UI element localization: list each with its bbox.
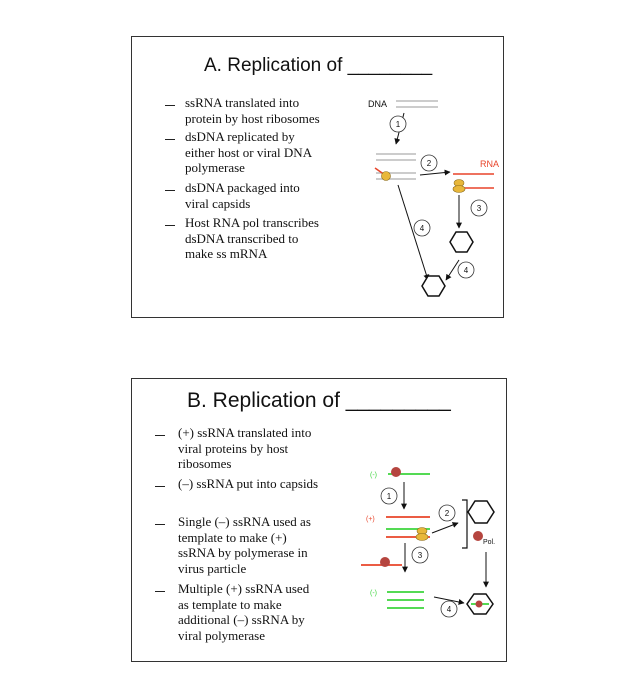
ribosome-icon xyxy=(453,186,465,193)
polymerase-icon xyxy=(473,531,483,541)
step-4-number: 4 xyxy=(419,224,425,233)
step-2-number: 2 xyxy=(426,159,432,168)
item-text: Single (–) ssRNA used as template to make (+) ssRNA by polymerase in virus particle xyxy=(178,514,311,576)
step-1-number: 1 xyxy=(386,492,392,501)
plus-strand-label: (+) xyxy=(366,516,375,523)
capsid-icon xyxy=(422,276,445,296)
polymerase-icon xyxy=(382,172,391,181)
step-3-number: 3 xyxy=(417,551,423,560)
panel-b-title: B. Replication of _________ xyxy=(187,389,451,412)
arrow xyxy=(432,523,458,533)
item-text: (–) ssRNA put into capsids xyxy=(178,476,319,491)
step-1-number: 1 xyxy=(395,120,401,129)
dna-label: DNA xyxy=(368,99,388,109)
capsid-icon xyxy=(468,501,494,523)
pol-label: Pol. xyxy=(483,539,496,546)
bracket xyxy=(462,500,467,548)
panel-a xyxy=(131,36,504,318)
step-3-number: 3 xyxy=(476,204,482,213)
item-text: dsDNA packaged into viral capsids xyxy=(185,180,300,211)
panel-a-diagram xyxy=(132,37,503,317)
panel-b-diagram xyxy=(132,379,506,661)
item-text: Host RNA pol transcribes dsDNA transcribed to make ss mRNA xyxy=(185,215,319,261)
polymerase-icon xyxy=(380,557,390,567)
ribosome-icon xyxy=(416,534,428,541)
item-text: dsDNA replicated by either host or viral DNA polymerase xyxy=(185,129,313,175)
item-text: ssRNA translated into protein by host ribosomes xyxy=(185,95,320,126)
arrow xyxy=(420,172,450,175)
item-text: Multiple (+) ssRNA used as template to make additional (–) ssRNA by viral polymerase xyxy=(178,581,310,643)
minus-strand-label: (-) xyxy=(370,472,377,479)
item-text: (+) ssRNA translated into viral proteins by host ribosomes xyxy=(178,425,312,471)
panel-a-title: A. Replication of ________ xyxy=(204,55,433,76)
panel-b xyxy=(131,378,507,662)
step-2-number: 2 xyxy=(444,509,450,518)
minus-strand-label: (-) xyxy=(370,590,377,597)
polymerase-icon xyxy=(391,467,401,477)
step-4-number: 4 xyxy=(463,266,469,275)
polymerase-icon xyxy=(476,601,483,608)
capsid-icon xyxy=(450,232,473,252)
arrow xyxy=(446,260,459,280)
step-4-number: 4 xyxy=(446,605,452,614)
rna-label: RNA xyxy=(480,159,500,169)
